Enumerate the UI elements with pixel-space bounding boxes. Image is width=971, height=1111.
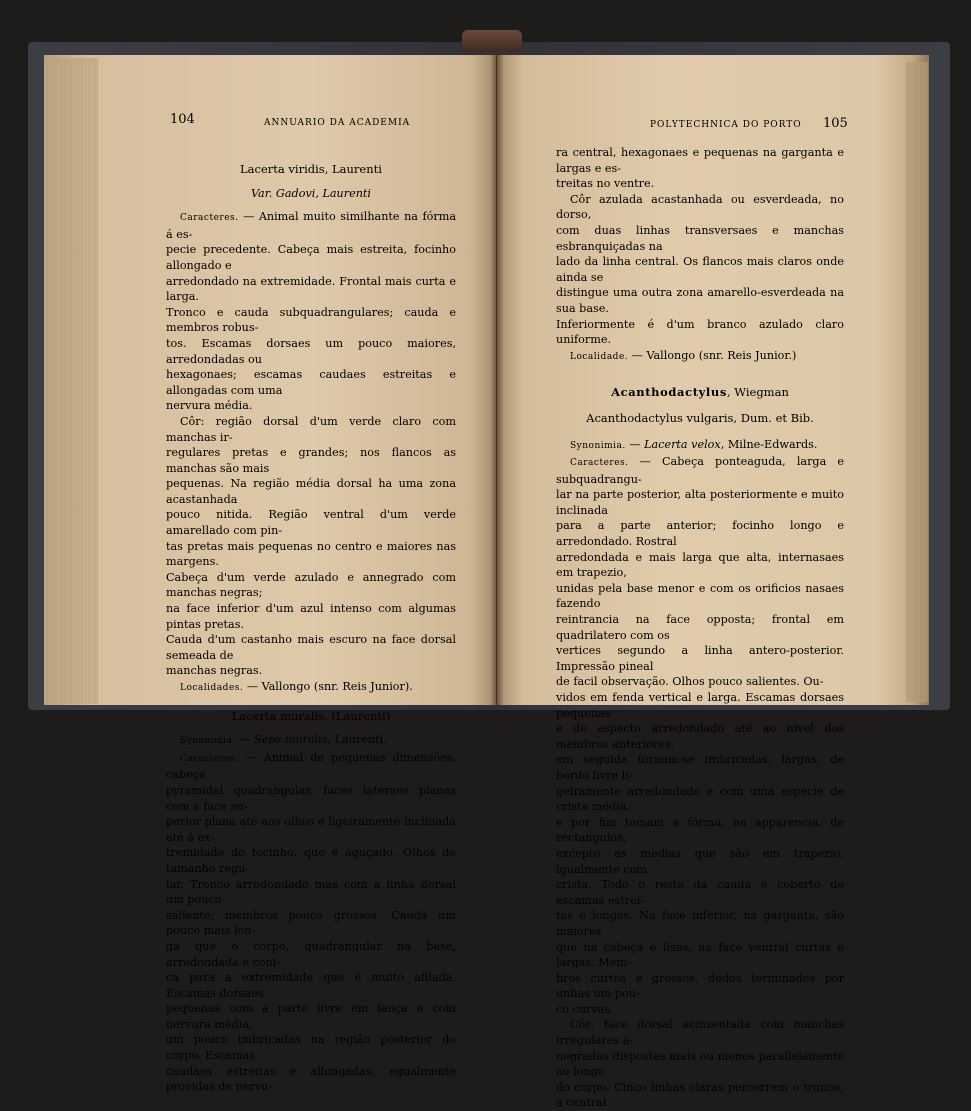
text-line: e por fim tomam a fórma, na apparencia, de rectangulos, xyxy=(556,815,844,845)
book-gutter xyxy=(490,55,504,705)
text-line: saliente; membros pouco grossos. Cauda um pouco mais lon- xyxy=(166,908,456,938)
synonymy-paragraph-1 xyxy=(166,732,456,750)
text-line: tos. Escamas dorsaes um pouco maiores, arredondadas ou xyxy=(166,336,456,366)
text-line: geiramente arredondado e com uma especie de crista média, xyxy=(556,784,844,814)
text-line: vidos em fenda vertical e larga. Escamas dorsaes pequenas xyxy=(556,691,844,720)
text-line: em seguida tornam-se imbricadas, largas, de bordo livre li- xyxy=(556,753,844,782)
characters-paragraph-1 xyxy=(166,209,456,414)
synonym-species: Lacerta velox xyxy=(644,437,721,451)
right-page-body xyxy=(556,145,844,1111)
text-line: caudaes estreitas e allongadas, egualmente providas de nervu- xyxy=(166,1064,456,1094)
localities-label: Localidades. xyxy=(180,683,244,693)
text-line: hexagonaes; escamas caudaes estreitas e allongadas com uma xyxy=(166,368,456,397)
text-line: ga que o corpo, quadrangular na base, arredondada e coni- xyxy=(166,939,456,969)
text-line: excepto as medias que são em trapezio, igualmente com xyxy=(556,846,844,876)
text-line: distingue uma outra zona amarello-esverdeada na sua base. xyxy=(556,286,844,315)
text-line: crista. Todo o resto da cauda é coberto de escamas estrei- xyxy=(556,878,844,907)
text-line: um pouco imbricadas na região posterior do corpo. Escamas xyxy=(166,1033,456,1063)
right-running-head: POLYTECHNICA DO PORTO xyxy=(650,120,802,130)
text-line: Cabeça d'um verde azulado e annegrado com manchas negras; xyxy=(166,570,456,600)
text-line: pouco nitida. Região ventral d'um verde amarellado com pin- xyxy=(166,508,456,538)
localities-paragraph xyxy=(166,679,456,697)
left-running-head: ANNUARIO DA ACADEMIA xyxy=(264,118,411,128)
text-line: Côr azulada acastanhada ou esverdeada, no dorso, xyxy=(556,192,844,222)
species-title-lacerta-muralis: Lacerta muralis, (Laurenti) xyxy=(231,708,391,723)
characters-paragraph-3 xyxy=(556,454,844,1017)
text-line: tremidade do focinho, que é aguçado. Olhos de tamanho regu- xyxy=(166,846,456,875)
right-page-number: 105 xyxy=(823,116,848,131)
left-page-edges xyxy=(44,58,98,704)
synonymy-paragraph-2 xyxy=(556,437,844,455)
text-line: — Animal muito similhante na fórma á es- xyxy=(166,210,457,241)
text-line: nervura média. xyxy=(166,399,253,413)
synonymy-label: Synonimia. xyxy=(180,736,236,747)
text-line: lar. Tronco arredondado mas com a linha dorsal um pouco xyxy=(166,877,456,907)
text-line: na face inferior d'um azul intenso com algumas pintas pretas. xyxy=(166,602,456,631)
colour-paragraph-1 xyxy=(166,414,456,679)
text-line: treitas no ventre. xyxy=(556,177,655,191)
synonym-author: , Milne-Edwards. xyxy=(720,437,818,451)
text-line: pecie precedente. Cabeça mais estreita, focinho allongado e xyxy=(166,243,456,272)
colour-paragraph-3 xyxy=(556,1017,844,1111)
characters-paragraph-2 xyxy=(166,750,456,1095)
genus-title xyxy=(556,385,844,401)
text-line: Cauda d'um castanho mais escuro na face dorsal semeada de xyxy=(166,633,456,662)
text-line: Côr: região dorsal d'um verde claro com manchas ir- xyxy=(166,414,456,444)
characters-label: Caracteres. xyxy=(570,458,629,469)
characters-label: Caracteres. xyxy=(180,213,239,224)
text-line: tas e longas. Na face inferior, na garganta, são maiores xyxy=(556,909,844,938)
characters-label: Caracteres. xyxy=(180,753,239,764)
text-line: que na cabeça e lisas, na face ventral curtas e largas. Mem- xyxy=(556,940,844,970)
left-page-number: 104 xyxy=(170,112,195,127)
text-line: do corpo. Cinco linhas claras percorrem o tronco; a central xyxy=(556,1080,844,1110)
book-spine xyxy=(462,30,522,52)
text-line: co curvas. xyxy=(556,1002,614,1016)
text-line: — Animal de pequenas dimensões, cabeça xyxy=(166,750,456,782)
text-line: perior plana até aos olhos e ligeiramente inclinada até á ex- xyxy=(166,815,456,844)
text-line: tas pretas mais pequenas no centro e maiores nas margens. xyxy=(166,539,456,569)
right-page-edges xyxy=(906,62,928,702)
species-title-acanthodactylus: Acanthodactylus vulgaris, Dum. et Bib. xyxy=(586,410,814,425)
text-line: lar na parte posterior, alta posteriormente e muito inclinada xyxy=(556,488,844,517)
text-line: unidas pela base menor e com os orificios nasaes fazendo xyxy=(556,581,844,611)
locality-paragraph xyxy=(556,348,844,366)
text-line: bros curtos e grossos, dedos terminados por unhas um pou- xyxy=(556,971,844,1001)
locality-label: Localidade. xyxy=(570,351,629,362)
text-line: pequenas. Na região média dorsal ha uma zona acastanhada xyxy=(166,477,456,506)
text-line: Côr: face dorsal acinzentada com manchas irregulares a- xyxy=(556,1018,844,1048)
text-line: — Vallongo (snr. Reis Junior). xyxy=(246,680,413,693)
text-line: pequenas com a parte livre em lança e com nervura média, xyxy=(166,1002,456,1031)
text-line: para a parte anterior; focinho longo e arredondado. Rostral xyxy=(556,519,844,549)
species-title-lacerta-viridis: Lacerta viridis, Laurenti xyxy=(240,162,382,176)
text-line: arredondada e mais larga que alta, internasaes em trapezio, xyxy=(556,550,844,580)
synonym-author: , Laurenti. xyxy=(327,733,387,747)
text-line: — xyxy=(625,437,645,451)
text-line: de facil observação. Olhos pouco salientes. Ou- xyxy=(556,675,824,689)
text-line: com duas linhas transversaes e manchas esbranquiçadas na xyxy=(556,223,844,253)
colour-paragraph-2 xyxy=(556,192,844,348)
genus-author: , Wiegman xyxy=(726,385,789,400)
text-line: ca para a extremidade que é muito afilada. Escamas dorsaes xyxy=(166,971,456,1000)
variety-title: Var. Gadovi, Laurenti xyxy=(250,186,372,200)
text-line: e de aspecto arredondado até ao nivel dos membros anteriores; xyxy=(556,722,844,751)
text-line: — Cabeça ponteaguda, larga e subquadrangu- xyxy=(556,455,844,486)
text-line: pyramidal quadrangular, faces lateraes planas com a face su- xyxy=(166,783,456,813)
text-line: negradas dispostas mais ou menos parallelamente ao longo xyxy=(556,1049,844,1079)
text-line: regulares pretas e grandes; nos flancos as manchas são mais xyxy=(166,446,456,475)
text-line: arredondado na extremidade. Frontal mais curta e larga. xyxy=(166,274,456,304)
left-page-body xyxy=(166,162,456,1095)
text-line: Tronco e cauda subquadrangulares; cauda e membros robus- xyxy=(166,305,456,335)
text-line: manchas negras. xyxy=(166,664,263,678)
text-line: Inferiormente é d'um branco azulado claro uniforme. xyxy=(556,317,844,347)
text-line: — xyxy=(235,733,255,747)
text-line: vertices segundo a linha antero-posterior. Impressão pineal xyxy=(556,644,844,673)
synonymy-label: Synonimia. xyxy=(570,440,626,451)
text-line: ra central, hexagonaes e pequenas na garganta e largas e es- xyxy=(556,146,844,175)
genus-name: Acanthodactylus xyxy=(611,385,727,400)
text-line: reintrancia na face opposta; frontal em quadrilatero com os xyxy=(556,613,844,642)
continued-paragraph xyxy=(556,145,844,192)
text-line: lado da linha central. Os flancos mais claros onde ainda se xyxy=(556,255,844,284)
synonym-species: Seps muralis xyxy=(254,733,328,747)
text-line: — Vallongo (snr. Reis Junior.) xyxy=(631,348,797,362)
